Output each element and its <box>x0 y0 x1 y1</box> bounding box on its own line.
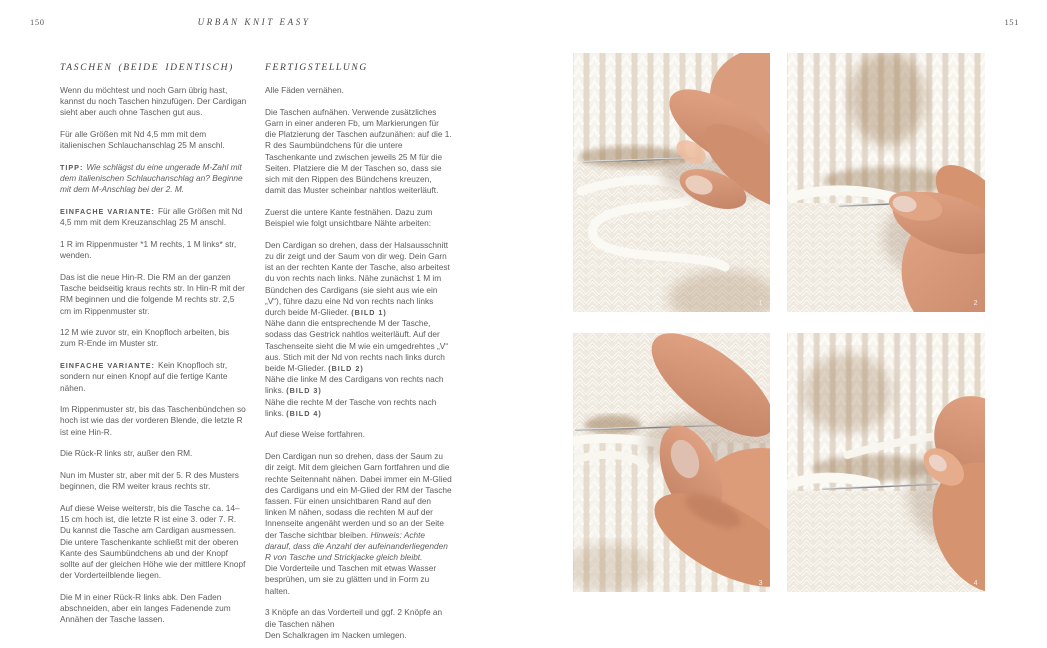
inline-label: EINFACHE VARIANTE: <box>60 361 158 371</box>
paragraph <box>60 448 247 459</box>
text-segment: Die Vorderteile und Taschen mit etwas Wasser besprühen, um sie zu glätten und in Form zu halten. <box>265 563 437 596</box>
text-segment: Auf diese Weise fortfahren. <box>265 429 365 440</box>
page-number-right: 151 <box>1004 17 1019 27</box>
photo-number-1: 1 <box>758 300 763 307</box>
text-segment: Wenn du möchtest und noch Garn übrig hast, kannst du noch Taschen hinzufügen. Der Cardigan sieht aber auch ohne Taschen gut aus. <box>60 85 247 118</box>
text-segment: 3 Knöpfe an das Vorderteil und ggf. 2 Knöpfe an die Taschen nähen <box>265 607 443 629</box>
photo-grid <box>573 53 985 592</box>
paragraph <box>265 85 452 96</box>
paragraph <box>265 607 452 641</box>
knitting-photo-illustration <box>787 333 985 592</box>
knitting-photo-illustration <box>573 53 770 312</box>
paragraph <box>265 207 452 229</box>
text-segment: Alle Fäden vernähen. <box>265 85 344 95</box>
instruction-photo-3 <box>573 333 770 592</box>
section-heading-fertigstellung: FERTIGSTELLUNG <box>265 63 368 73</box>
inline-label: (BILD 2) <box>328 363 364 373</box>
paragraph <box>60 327 247 349</box>
text-segment: Auf diese Weise weiterstr, bis die Tasche ca. 14–15 cm hoch ist, die letzte R ist eine 3. oder 7. R. Du kannst die Tasche am Cardigan ausmessen. Die untere Taschenkante schließt mit der oberen Kante des Saumbündchens ab und der Knopf sollte auf der gleichen Höhe wie der mittlere Knopf der Vorderteilblende liegen. <box>60 502 246 581</box>
text-segment: Den Cardigan so drehen, dass der Halsausschnitt zu dir zeigt und der Saum von dir weg. Dein Garn ist an der rechten Kante der Tasche, also arbeitest du von rechts nach links. Nähe zunächst 1 M im Bündchen des Cardigans (sie sieht aus wie ein „V“), führe dazu eine Nd von rechts nach links durch beide M-Glieder. <box>265 239 450 317</box>
inline-label: (BILD 1) <box>351 307 387 317</box>
paragraph <box>60 592 247 626</box>
paragraph <box>60 360 247 394</box>
text-segment: Die Taschen aufnähen. Verwende zusätzliches Garn in einer anderen Fb, um Markierungen für die Platzierung der Taschen aufzunähen: auf die 1. R des Saumbündchens für die untere Taschenkante und zwischen jeweils 25 M für die Seiten. Platziere die M der Taschen so, dass sie sich mit den Rippen des Bündchens kreuzen, damit das Muster scheinbar nahtlos weiterläuft. <box>265 106 452 196</box>
text-segment: Nun im Muster str, aber mit der 5. R des Musters beginnen, die RM weiter kraus rechts str. <box>60 470 239 492</box>
taschen-paragraphs <box>60 85 247 626</box>
text-segment: Die M in einer Rück-R links abk. Den Faden abschneiden, aber ein langes Fadenende zum Annähen der Tasche lassen. <box>60 591 231 625</box>
inline-label: (BILD 3) <box>286 386 322 396</box>
text-column-fertigstellung <box>265 62 452 648</box>
knitting-photo-illustration <box>787 53 985 312</box>
paragraph <box>60 129 247 151</box>
paragraph <box>60 503 247 581</box>
paragraph <box>60 206 247 228</box>
paragraph <box>265 451 452 597</box>
text-segment: Nähe die rechte M der Tasche von rechts nach links. <box>265 396 437 418</box>
instruction-photo-2 <box>787 53 985 312</box>
instruction-photo-1 <box>573 53 770 312</box>
knitting-photo-illustration <box>573 333 770 592</box>
inline-label: TIPP: <box>60 163 87 173</box>
text-segment: Nähe dann die entsprechende M der Tasche, sodass das Gestrick nahtlos weiterläuft. Auf der Taschenseite sieht die M wie ein umgedrehtes „V“ aus. Stich mit der Nd von rechts nach links durch beide M-Glieder. <box>265 318 449 373</box>
paragraph <box>265 429 452 440</box>
paragraph <box>265 240 452 419</box>
paragraph <box>60 272 247 317</box>
text-segment: 12 M wie zuvor str, ein Knopfloch arbeiten, bis zum R-Ende im Muster str. <box>60 327 230 349</box>
fertigstellung-paragraphs <box>265 85 452 641</box>
text-segment: Für alle Größen mit Nd 4,5 mm mit dem Kreuzanschlag 25 M anschl. <box>60 206 243 228</box>
paragraph <box>265 107 452 197</box>
text-segment: Zuerst die untere Kante festnähen. Dazu zum Beispiel wie folgt unsichtbare Nähte arbeiten: <box>265 206 433 229</box>
paragraph <box>60 470 247 492</box>
paragraph <box>60 162 247 196</box>
photo-number-2: 2 <box>973 300 978 307</box>
text-segment: Im Rippenmuster str, bis das Taschenbündchen so hoch ist wie das der vorderen Blende, die letzte R ist eine Hin-R. <box>60 404 246 437</box>
running-title: URBAN KNIT EASY <box>197 17 311 27</box>
inline-label: (BILD 4) <box>286 408 322 418</box>
page-number-left: 150 <box>30 17 45 27</box>
text-segment: Den Schalkragen im Nacken umlegen. <box>265 629 407 640</box>
text-segment: Für alle Größen mit Nd 4,5 mm mit dem italienischen Schlauchanschlag 25 M anschl. <box>60 129 225 151</box>
text-segment: Nähe die linke M des Cardigans von rechts nach links. <box>265 374 444 396</box>
text-segment: Das ist die neue Hin-R. Die RM an der ganzen Tasche beidseitig kraus rechts str. In Hin-R mit der RM beginnen und die folgende M rechts str. 2,5 cm im Rippenmuster str. <box>60 271 245 316</box>
instruction-photo-4 <box>787 333 985 592</box>
text-segment: 1 R im Rippenmuster *1 M rechts, 1 M links* str, wenden. <box>60 239 237 261</box>
section-heading-taschen: TASCHEN (BEIDE IDENTISCH) <box>60 63 235 73</box>
paragraph <box>60 239 247 261</box>
photo-number-3: 3 <box>758 580 763 587</box>
text-segment: Die Rück-R links str, außer den RM. <box>60 448 193 459</box>
text-segment: Den Cardigan nun so drehen, dass der Saum zu dir zeigt. Mit dem gleichen Garn fortfahren und die rechte Seitennaht nähen. Dabei immer ein M-Glied des Cardigans und ein M-Glied der RM der Tasche fassen. Für einen unsichtbaren Rand auf den linken M nähen, sodass die rechten M auf der Innenseite angenäht werden und so an der Seite der Tasche sichtbar bleiben. <box>265 451 452 540</box>
paragraph <box>60 404 247 438</box>
text-segment: Kein Knopfloch str, sondern nur einen Knopf auf die fertige Kante nähen. <box>60 360 228 393</box>
paragraph <box>60 85 247 119</box>
inline-label: EINFACHE VARIANTE: <box>60 207 158 217</box>
text-column-taschen <box>60 62 247 636</box>
text-segment: Hinweis: Achte darauf, dass die Anzahl der aufeinanderliegenden R von Tasche und Strickjacke gleich bleibt. <box>265 529 448 563</box>
text-segment: Wie schlägst du eine ungerade M-Zahl mit dem italienischen Schlauchanschlag an? Beginne mit dem M-Anschlag bei der 2. M. <box>60 162 243 195</box>
photo-number-4: 4 <box>973 580 978 587</box>
